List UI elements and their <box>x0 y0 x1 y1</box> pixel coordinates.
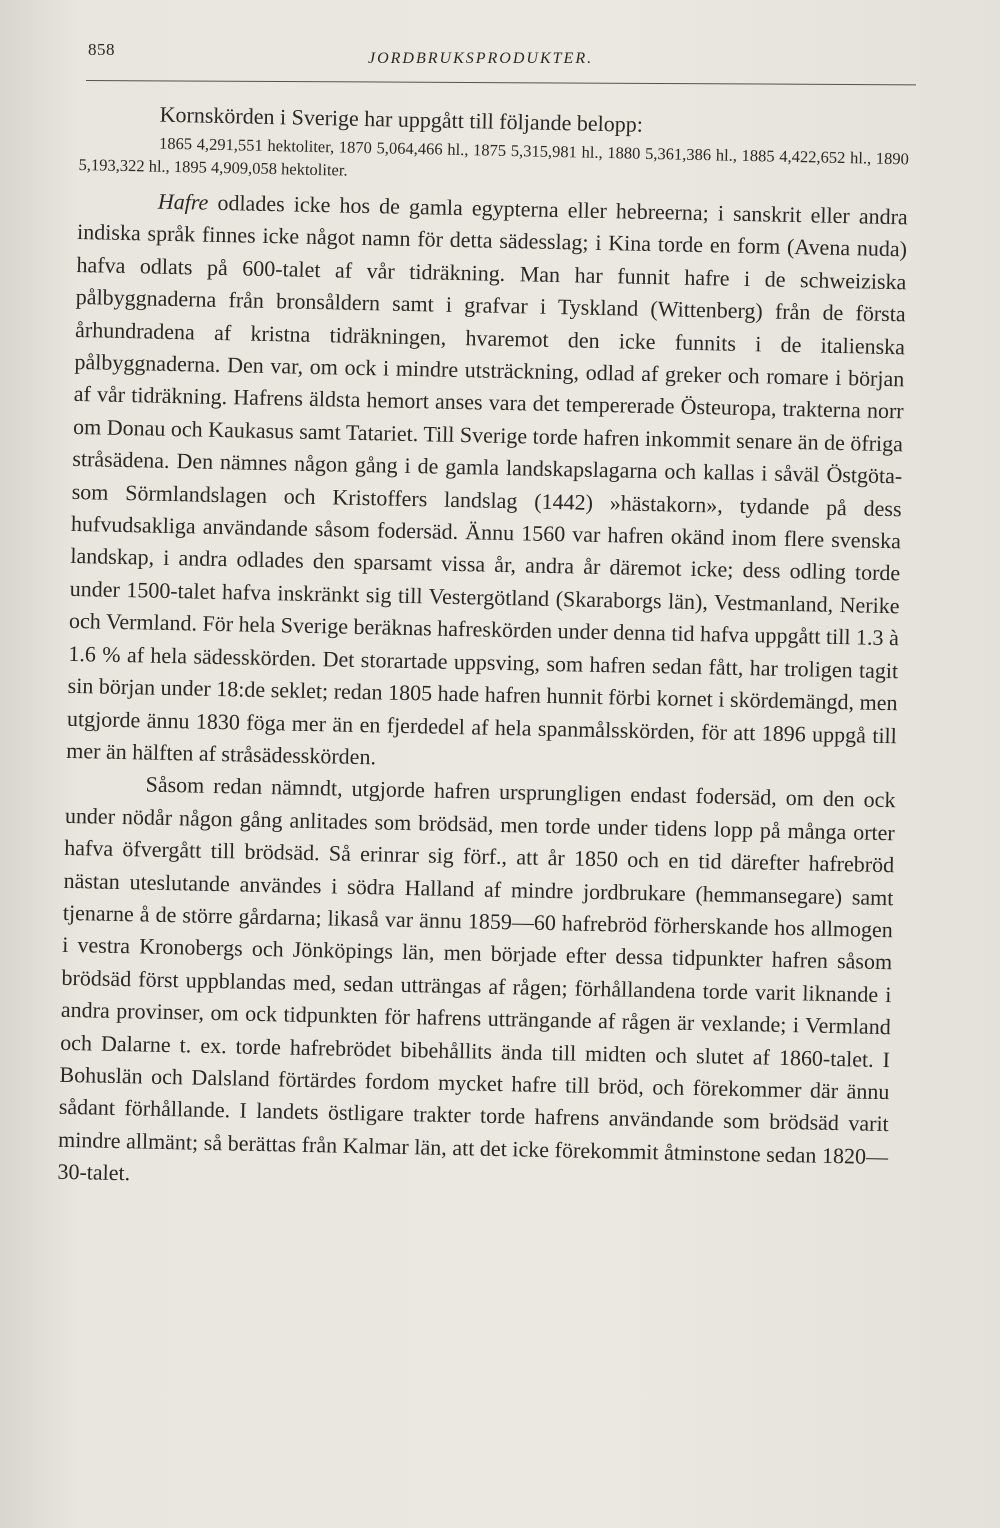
text-block <box>57 98 910 1206</box>
page-number: 858 <box>88 40 115 59</box>
paragraph-body: odlades icke hos de gamla egypterna eller hebreerna; i sanskrit eller andra indiska språk finnes icke något namn för detta sädesslag; i Kina torde en form (Avena nuda) hafva odlats på 600-talet af vår tidräkning. Man har funnit hafre i de schweiziska pålbyggnaderna från bronsåldern samt i grafvar i Tyskland (Wittenberg) från de första århundradena af kristna tidräkningen, hvaremot den icke funnits i de italienska pålbyggnaderna. Den var, om ock i mindre utsträckning, odlad af greker och romare i början af vår tidräkning. Hafrens äldsta hemort anses vara det tempererade Östeuropa, trakterna norr om Donau och Kaukasus samt Tatariet. Till Sverige torde hafren inkommit senare än de öfriga stråsädena. Den nämnes någon gång i de gamla landskapslagarna och kallas i såväl Östgöta- som Sörmlandslagen och Kristoffers landslag (1442) »hästakorn», tydande på dess hufvudsakliga användande såsom fodersäd. Ännu 1560 var hafren okänd inom flere svenska landskap, i andra odlades den sparsamt vissa år, andra år däremot icke; dess odling torde under 1500-talet hafva inskränkt sig till Vestergötland (Skaraborgs län), Vestmanland, Nerike och Vermland. För hela Sverige beräknas hafreskörden under denna tid hafva uppgått till 1.3 à 1.6 % af hela sädesskörden. Det storartade uppsving, som hafren sedan fått, har troligen tagit sin början under 18:de seklet; redan 1805 hade hafren hunnit förbi kornet i skördemängd, men utgjorde ännu 1830 föga mer än en fjerdedel af hela spanmålsskörden, för att 1896 uppgå till mer än hälften af stråsädesskörden. <box>66 189 908 770</box>
header-rule <box>86 80 916 85</box>
harvest-statistics: 1865 4,291,551 hektoliter, 1870 5,064,466 hl., 1875 5,315,981 hl., 1880 5,361,386 hl., 1885 4,422,652 hl., 1890 5,193,322 hl., 1895 4,909,058 hektoliter. <box>78 133 910 180</box>
running-head: JORDBRUKSPRODUKTER. <box>368 50 594 67</box>
paragraph-lead-word: Hafre <box>157 188 209 215</box>
paragraph-oats-bread: Såsom redan nämndt, utgjorde hafren ursprungligen endast fodersäd, om den ock under nödår någon gång anlitades som brödsäd, men torde under tidens lopp på många orter hafva öfvergått till brödsäd. Så erinrar sig förf., att år 1850 och en tid därefter hafrebröd nästan uteslutande användes i södra Halland af mindre jordbrukare (hemmansegare) samt tjenarne å de större gårdarna; likaså var ännu 1859—60 hafrebröd förherskande hos allmogen i vestra Kronobergs och Jönköpings län, men började efter dessa tidpunkter hafren såsom brödsäd först uppblandas med, sedan utträngas af rågen; förhållandena torde varit liknande i andra provinser, om ock tidpunkten för hafrens utträngande af rågen är vexlande; i Vermland och Dalarne t. ex. torde hafrebrödet bibehållits ända till midten och slutet af 1860-talet. I Bohuslän och Dalsland förtärdes fordom mycket hafre till bröd, och förekommer där ännu sådant förhållande. I landets östligare trakter torde hafrens användande som brödsäd varit mindre allmänt; så berättas från Kalmar län, att det icke förekommit åtminstone sedan 1820—30-talet. <box>57 771 896 1186</box>
paragraph-oats-history <box>66 184 908 785</box>
intro-line: Kornskörden i Sverige har uppgått till följande belopp: <box>159 101 644 137</box>
